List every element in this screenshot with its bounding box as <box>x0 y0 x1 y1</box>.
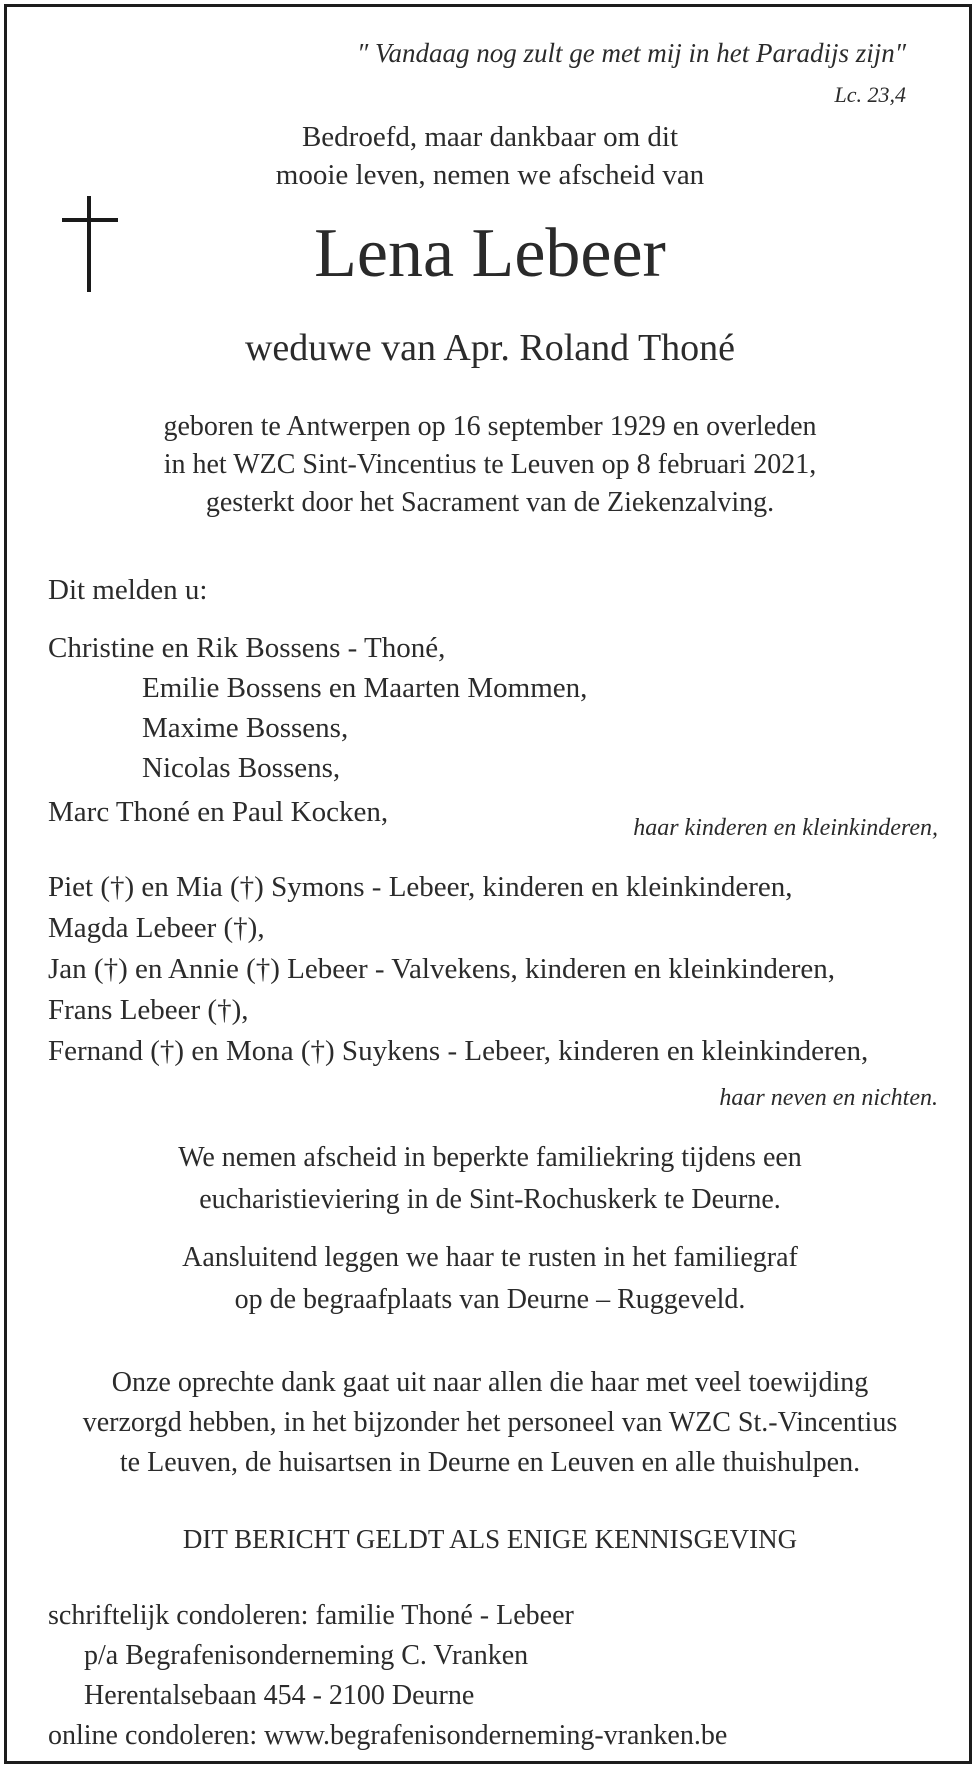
list-item: Fernand (†) en Mona (†) Suykens - Lebeer, kinderen en kleinkinderen, <box>48 1035 869 1067</box>
thanks-text: Onze oprechte dank gaat uit naar allen die haar met veel toewijding verzorgd hebben, in het bijzonder het personeel van WZC St.-Vincentius te Leuven, de huisartsen in Deurne en Leuven en alle thuishulpen. <box>82 1367 898 1478</box>
list-item: Christine en Rik Bossens - Thoné, <box>48 632 446 664</box>
list-item: Emilie Bossens en Maarten Mommen, <box>142 672 588 704</box>
relatives-list <box>48 867 868 1072</box>
burial-text: Aansluitend leggen we haar te rusten in het familiegraf op de begraafplaats van Deurne – Ruggeveld. <box>182 1242 798 1315</box>
list-item: Nicolas Bossens, <box>142 752 341 784</box>
list-item: Frans Lebeer (†), <box>48 994 249 1026</box>
birth-death-text: geboren te Antwerpen op 16 september 1929 en overleden in het WZC Sint-Vincentius te Leuven op 8 februari 2021, gesterkt door het Sacrament van de Ziekenzalving. <box>163 411 817 518</box>
list-item: Jan (†) en Annie (†) Lebeer - Valvekens, kinderen en kleinkinderen, <box>48 953 836 985</box>
intro-text: Bedroefd, maar dankbaar om dit mooie leven, nemen we afscheid van <box>275 121 705 191</box>
contact-block: schriftelijk condoleren: familie Thoné - Lebeer p/a Begrafenisonderneming C. Vranken Herentalsebaan 454 - 2100 Deurne online condoleren: www.begrafenisonderneming-vranken.be <box>48 1596 727 1756</box>
list-item: Piet (†) en Mia (†) Symons - Lebeer, kinderen en kleinkinderen, <box>48 871 793 903</box>
notice-heading: DIT BERICHT GELDT ALS ENIGE KENNISGEVING <box>182 1524 798 1554</box>
widow-of: weduwe van Apr. Roland Thoné <box>244 327 736 369</box>
children-caption: haar kinderen en kleinkinderen, <box>633 815 938 841</box>
list-item: Magda Lebeer (†), <box>48 912 265 944</box>
bible-quote: ″ Vandaag nog zult ge met mij in het Paradijs zijn″ <box>357 38 906 68</box>
farewell-text: We nemen afscheid in beperkte familiekring tijdens een eucharistieviering in de Sint-Rochuskerk te Deurne. <box>178 1142 802 1215</box>
children-list <box>48 628 587 832</box>
announce-label: Dit melden u: <box>48 574 208 606</box>
condolence-link[interactable]: online condoleren: www.begrafenisonderneming-vranken.be <box>48 1720 728 1751</box>
bible-reference: Lc. 23,4 <box>834 82 906 107</box>
list-item: Marc Thoné en Paul Kocken, <box>48 796 389 828</box>
deceased-name: Lena Lebeer <box>314 215 666 292</box>
relatives-caption: haar neven en nichten. <box>719 1085 938 1111</box>
list-item: Maxime Bossens, <box>142 712 349 744</box>
